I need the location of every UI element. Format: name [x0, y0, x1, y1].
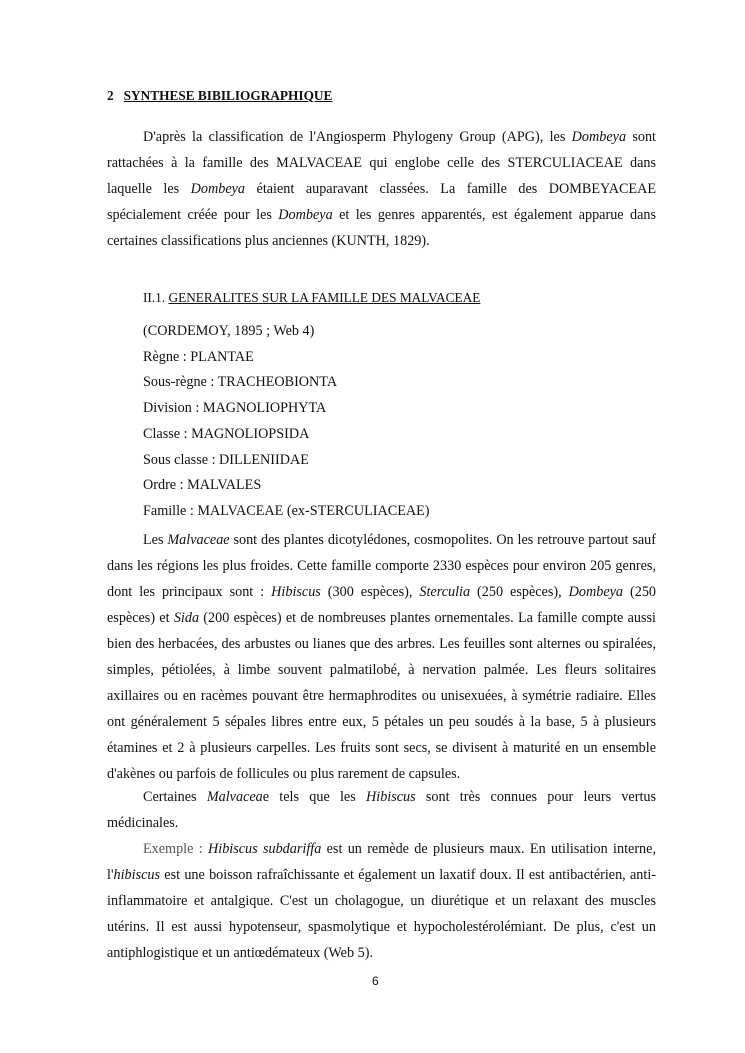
malv-italic-d: Hibiscus	[271, 584, 321, 600]
intro-text-4: et les genres apparentés, est également apparue dans certaines classifications plus anciennes (KUNTH, 1829).	[107, 207, 656, 249]
malv-italic-f: Sterculia	[419, 584, 471, 600]
intro-text-2: sont rattachées à la famille des MALVACEAE qui englobe celle des STERCULIACEAE dans laquelle les	[107, 129, 657, 197]
malv-italic-j: Sida	[173, 610, 200, 626]
taxonomy-famille: Famille : MALVACEAE (ex-STERCULIACEAE)	[143, 502, 430, 519]
intro-italic-3: Dombeya	[278, 207, 333, 223]
taxonomy-division: Division : MAGNOLIOPHYTA	[143, 400, 327, 417]
intro-paragraph	[107, 124, 656, 254]
intro-italic-2: Dombeya	[190, 181, 246, 197]
example-label: Exemple :	[143, 841, 208, 857]
malv-italic-b: Malvaceae	[167, 532, 230, 548]
example-italic-d: hibiscus	[113, 867, 161, 883]
taxonomy-sous-classe: Sous classe : DILLENIIDAE	[143, 451, 309, 468]
subsection-title: GENERALITES SUR LA FAMILLE DES MALVACEAE	[168, 290, 481, 305]
example-paragraph	[107, 836, 656, 966]
taxonomy-ordre: Ordre : MALVALES	[143, 477, 262, 494]
taxonomy-regne: Règne : PLANTAE	[143, 348, 254, 365]
malv-text-g: (250 espèces),	[470, 584, 569, 600]
taxonomy-reference: (CORDEMOY, 1895 ; Web 4)	[143, 323, 315, 339]
med-text-a: Certaines	[143, 789, 207, 805]
taxonomy-classe: Classe : MAGNOLIOPSIDA	[143, 425, 310, 442]
section-title: SYNTHESE BIBILIOGRAPHIQUE	[123, 88, 333, 103]
page-number: 6	[372, 974, 379, 988]
subsection-number: II.1.	[143, 290, 166, 305]
malv-italic-h: Dombeya	[568, 584, 624, 600]
example-text-e: est une boisson rafraîchissante et également un laxatif doux. Il est antibactérien, anti-inflammatoire et antalgique. C'est un cholagogue, un diurétique et un relaxant des muscles utérins. Il est aussi hypotenseur, spasmolytique et hypocholestérolémiant. De plus, c'est un antiphlogistique et un antiœdémateux (Web 5).	[107, 867, 656, 961]
taxonomy-list	[143, 319, 430, 525]
section-heading	[107, 88, 332, 104]
medicinal-paragraph	[107, 784, 656, 836]
malv-text-i: (250 espèces) et	[107, 584, 657, 626]
taxonomy-sous-regne: Sous-règne : TRACHEOBIONTA	[143, 374, 338, 391]
malv-text-c: sont des plantes dicotylédones, cosmopolites. On les retrouve partout sauf dans les régions les plus froides. Cette famille comporte 2330 espèces pour environ 205 genres, dont les principaux sont :	[107, 532, 656, 600]
med-italic-b: Malvacea	[206, 789, 263, 805]
malvaceae-paragraph	[107, 527, 656, 787]
subsection-heading	[143, 290, 480, 306]
med-text-e: sont très connues pour leurs vertus médicinales.	[107, 789, 657, 831]
malv-text-a: Les	[143, 532, 168, 548]
section-number: 2	[107, 88, 114, 103]
med-text-c: e tels que les	[262, 789, 366, 805]
med-italic-d: Hibiscus	[366, 789, 416, 805]
intro-text-3: étaient auparavant classées. La famille des DOMBEYACEAE spécialement créée pour les	[107, 181, 657, 223]
intro-text-1: D'après la classification de l'Angiosperm Phylogeny Group (APG), les	[143, 129, 572, 145]
malv-text-k: (200 espèces) et de nombreuses plantes ornementales. La famille compte aussi bien des herbacées, des arbustes ou lianes que des arbres. Les feuilles sont alternes ou spiralées, simples, pétiolées, à limbe souvent palmatilobé, à nervation palmée. Les fleurs solitaires axillaires ou en racèmes pouvant être hermaphrodites ou unisexuées, à symétrie radiaire. Elles ont généralement 5 sépales libres entre eux, 5 pétales un peu soudés à la base, 5 à plusieurs étamines et 2 à plusieurs carpelles. Les fruits sont secs, se divisent à maturité en un ensemble d'akènes ou parfois de follicules ou plus rarement de capsules.	[107, 610, 656, 782]
example-italic-b: Hibiscus subdariffa	[208, 841, 322, 857]
malv-text-e: (300 espèces),	[320, 584, 420, 600]
example-text-c: est un remède de plusieurs maux. En utilisation interne, l'	[107, 841, 656, 883]
intro-italic-1: Dombeya	[571, 129, 627, 145]
